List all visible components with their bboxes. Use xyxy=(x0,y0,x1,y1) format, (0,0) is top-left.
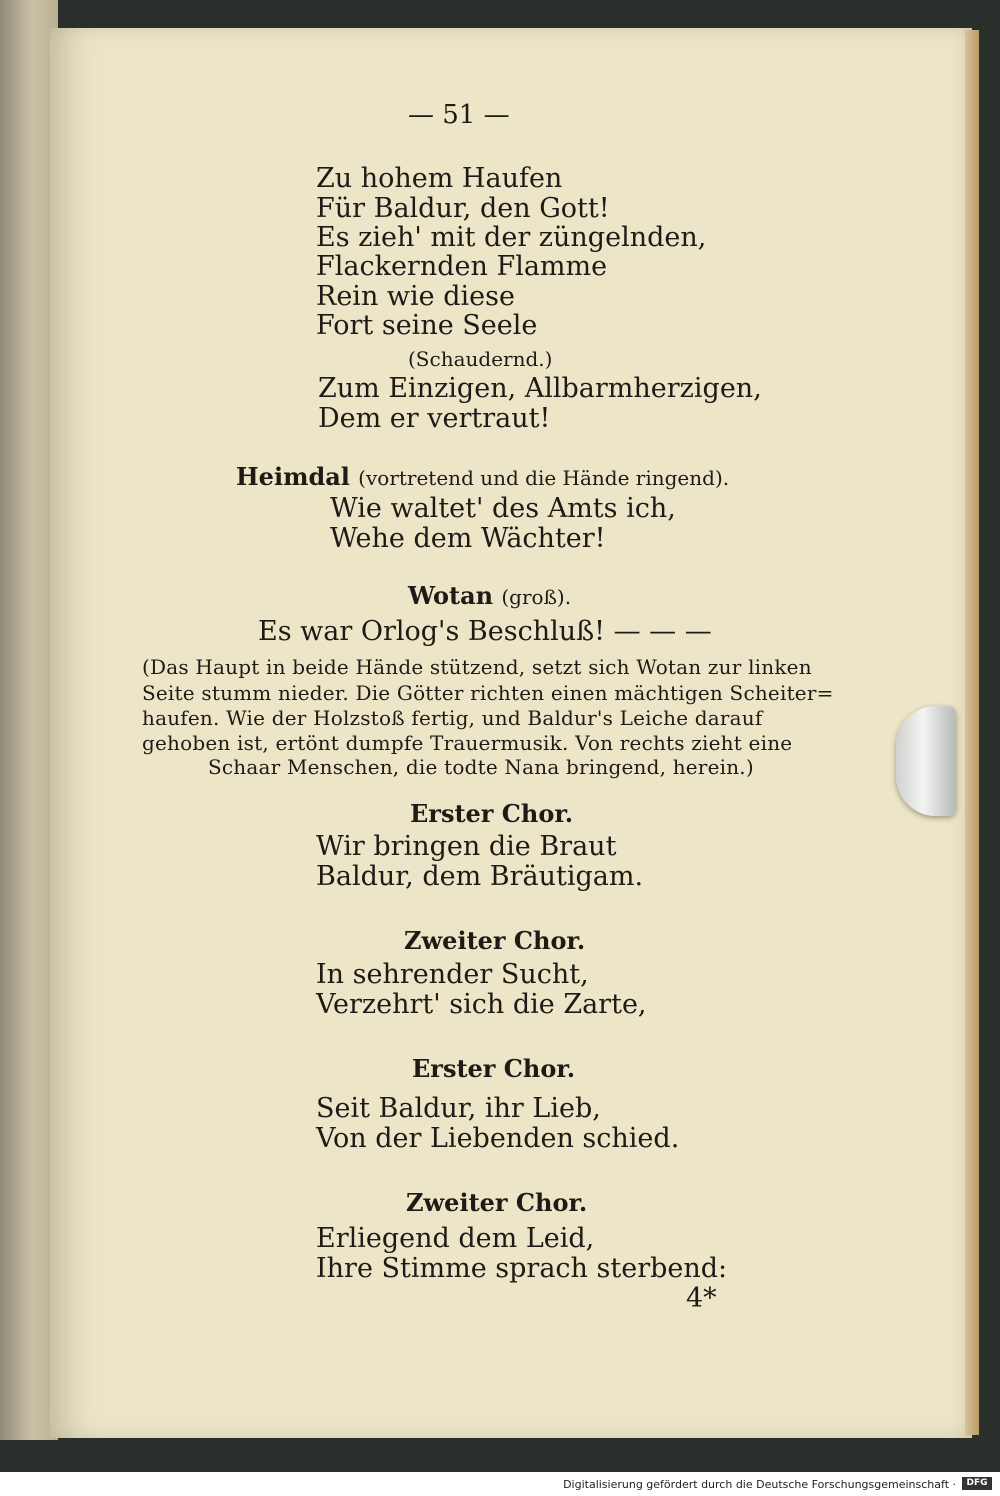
verse-line: Zum Einzigen, Allbarmherzigen, xyxy=(318,373,762,404)
stage-direction-inline: (Schaudernd.) xyxy=(408,347,553,371)
verse-line: Wir bringen die Braut xyxy=(316,831,617,862)
verse-line: Flackernden Flamme xyxy=(316,251,608,282)
speaker-heading: Zweiter Chor. xyxy=(404,926,586,955)
verse-line: Fort seine Seele xyxy=(316,310,538,341)
speaker-name: Wotan xyxy=(408,581,494,610)
verse-line: Dem er vertraut! xyxy=(318,403,551,434)
stage-direction-line: Seite stumm nieder. Die Götter richten einen mächtigen Scheiter= xyxy=(142,681,834,705)
verse-line: Rein wie diese xyxy=(316,281,515,312)
verse-line: Seit Baldur, ihr Lieb, xyxy=(316,1093,601,1124)
verse-line: Erliegend dem Leid, xyxy=(316,1223,595,1254)
speaker-heading xyxy=(408,581,571,612)
verse-line: Verzehrt' sich die Zarte, xyxy=(316,989,647,1020)
stage-direction-line: (Das Haupt in beide Hände stützend, setzt sich Wotan zur linken xyxy=(142,655,812,679)
verse-line: Es zieh' mit der züngelnden, xyxy=(316,222,707,253)
verse-line: Wehe dem Wächter! xyxy=(330,523,606,554)
dfg-logo-icon: DFG xyxy=(962,1477,992,1490)
page-fore-edge xyxy=(965,30,979,1435)
verse-line: Wie waltet' des Amts ich, xyxy=(330,493,676,524)
stage-direction-line: Schaar Menschen, die todte Nana bringend, herein.) xyxy=(208,755,754,779)
verse-line: Zu hohem Haufen xyxy=(316,163,563,194)
stage-direction-line: gehoben ist, ertönt dumpfe Trauermusik. Von rechts zieht eine xyxy=(142,731,793,755)
verse-line: In sehrender Sucht, xyxy=(316,959,589,990)
speaker-heading: Erster Chor. xyxy=(410,799,574,828)
verse-line: Ihre Stimme sprach sterbend: xyxy=(316,1253,728,1284)
footer-credit: Digitalisierung gefördert durch die Deutsche Forschungsgemeinschaft · xyxy=(563,1478,956,1491)
signature-mark: 4* xyxy=(686,1283,717,1314)
speaker-name: Heimdal xyxy=(236,462,350,491)
verse-line: Es war Orlog's Beschluß! — — — xyxy=(258,616,712,647)
footer-bar xyxy=(0,1472,1000,1496)
page-clip xyxy=(896,706,956,816)
verse-line: Von der Liebenden schied. xyxy=(316,1123,680,1154)
speaker-heading: Erster Chor. xyxy=(412,1054,576,1083)
speaker-heading: Zweiter Chor. xyxy=(406,1188,588,1217)
page-number: — 51 — xyxy=(408,100,510,130)
stage-direction-line: haufen. Wie der Holzstoß fertig, und Baldur's Leiche darauf xyxy=(142,706,763,730)
speaker-direction: (vortretend und die Hände ringend). xyxy=(358,466,730,490)
verse-line: Für Baldur, den Gott! xyxy=(316,193,610,224)
speaker-heading xyxy=(236,462,729,493)
speaker-direction: (groß). xyxy=(501,585,572,609)
verse-line: Baldur, dem Bräutigam. xyxy=(316,861,644,892)
